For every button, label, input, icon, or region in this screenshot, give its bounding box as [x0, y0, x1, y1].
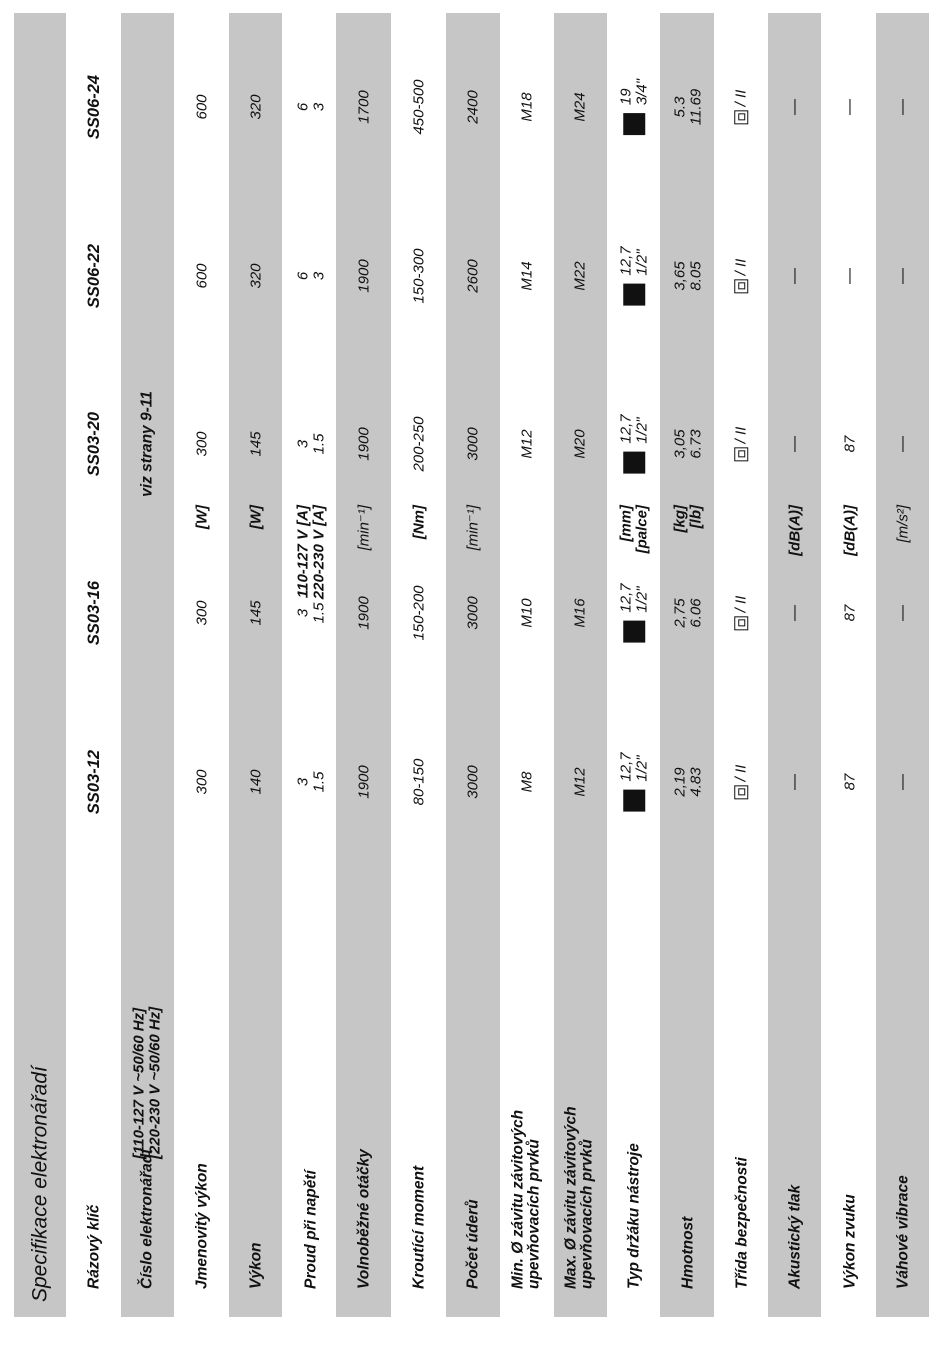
row-value: viz strany 9-11 [138, 391, 156, 497]
row-value: 12,7 1/2" [618, 583, 650, 642]
header-label: Rázový klíč [85, 1204, 103, 1289]
double-insulation-icon [734, 785, 748, 799]
row-value: 5.3 11.69 [671, 88, 704, 126]
row-label: Min. Ø závitu závitových upevňovacích prvků [509, 1109, 543, 1289]
row-value: 145 [247, 431, 265, 457]
row-value: 2,19 4.83 [671, 767, 704, 797]
row-unit: [dB(A)] [786, 505, 804, 556]
row-value: — [894, 99, 911, 115]
row-band-otacky [336, 13, 391, 1317]
row-band-udery [446, 13, 500, 1317]
row-band-vibrace [876, 13, 929, 1317]
row-value: — [894, 605, 911, 621]
row-value: 150-200 [410, 585, 428, 641]
row-value: — [894, 774, 911, 790]
row-value: 1900 [355, 596, 373, 630]
row-label: Výkon [247, 1242, 265, 1289]
row-value: 450-500 [410, 79, 428, 135]
page-title: Specifikace elektronářadí [28, 1066, 52, 1302]
row-value: M16 [571, 598, 589, 628]
row-value: 320 [247, 94, 265, 120]
row-band-hmotnost [660, 13, 714, 1317]
row-value: 600 [193, 94, 211, 120]
row-value: 150-300 [410, 248, 428, 304]
row-value: 145 [247, 600, 265, 626]
row-unit: [W] [247, 505, 265, 530]
row-value: / II [733, 259, 751, 294]
row-value: M10 [518, 598, 536, 628]
row-value: 300 [193, 431, 211, 457]
row-value: 140 [247, 769, 265, 795]
row-label: Typ držáku nástroje [625, 1143, 643, 1289]
row-value: 2,75 6.06 [671, 598, 704, 628]
row-value: 300 [193, 600, 211, 626]
row-unit: [kg] [lb] [671, 505, 704, 533]
row-label: Volnoběžné otáčky [355, 1149, 373, 1289]
row-value: 3 1.5 [294, 602, 327, 624]
row-value: 3000 [464, 596, 482, 630]
row-value: 12,7 1/2" [618, 752, 650, 811]
model-header: SS06-24 [84, 74, 103, 140]
square-drive-icon [623, 113, 645, 135]
row-value: 3,65 8.05 [671, 261, 704, 291]
model-header: SS03-20 [84, 411, 103, 477]
row-label: Výkon zvuku [841, 1194, 859, 1289]
row-value: 6 3 [294, 271, 327, 281]
row-value: / II [733, 596, 751, 631]
row-value: 2400 [464, 90, 482, 124]
row-unit: [min⁻¹] [464, 505, 482, 551]
row-value: M14 [518, 261, 536, 291]
row-value: M22 [571, 261, 589, 291]
row-value: M8 [518, 771, 536, 793]
row-value: 1900 [355, 427, 373, 461]
double-insulation-icon [734, 279, 748, 293]
row-label: Proud při napětí [302, 1170, 320, 1289]
square-drive-icon [623, 790, 645, 812]
row-value: 12,7 1/2" [618, 246, 650, 305]
row-value: M24 [571, 92, 589, 122]
row-value: 12,7 1/2" [618, 414, 650, 473]
row-value: / II [733, 765, 751, 800]
row-unit: [min⁻¹] [355, 505, 373, 551]
row-label: Číslo elektronářadí [138, 1149, 156, 1289]
row-value: 300 [193, 769, 211, 795]
row-band-vykon [229, 13, 282, 1317]
row-unit: [Nm] [410, 505, 428, 540]
row-value: 320 [247, 263, 265, 289]
row-value: 200-250 [410, 416, 428, 472]
row-value: 2600 [464, 259, 482, 293]
row-value: 87 [841, 435, 859, 453]
square-drive-icon [623, 284, 645, 306]
row-value: — [786, 436, 803, 452]
square-drive-icon [623, 452, 645, 474]
row-label: Jmenovitý výkon [193, 1163, 211, 1289]
row-value: 3,05 6.73 [671, 429, 704, 459]
row-label: Třída bezpečnosti [733, 1157, 751, 1289]
row-value: M18 [518, 92, 536, 122]
row-band-tlak [768, 13, 821, 1317]
row-value: M12 [518, 429, 536, 459]
row-value: — [894, 268, 911, 284]
square-drive-icon [623, 621, 645, 643]
row-label: Akustický tlak [786, 1184, 804, 1289]
row-value: M12 [571, 767, 589, 797]
double-insulation-icon [734, 447, 748, 461]
row-unit: [W] [193, 505, 211, 530]
row-value: 87 [841, 604, 859, 622]
model-header: SS06-22 [84, 243, 103, 309]
row-label: Počet úderů [464, 1199, 482, 1289]
double-insulation-icon [734, 110, 748, 124]
row-value: 19 3/4" [618, 79, 650, 135]
row-unit: [110-127 V ~50/60 Hz] [220-230 V ~50/60 Hz] [130, 1006, 163, 1159]
row-label: Kroutící moment [410, 1165, 428, 1289]
double-insulation-icon [734, 616, 748, 630]
row-value: 3 1.5 [294, 771, 327, 793]
row-value: / II [733, 427, 751, 462]
row-value: — [894, 436, 911, 452]
row-value: — [786, 605, 803, 621]
row-value: 87 [841, 773, 859, 791]
row-value: 1900 [355, 259, 373, 293]
row-value: 1700 [355, 90, 373, 124]
row-value: — [786, 774, 803, 790]
row-value: 3 1.5 [294, 433, 327, 455]
row-value: / II [733, 90, 751, 125]
row-value: — [841, 268, 858, 284]
model-header: SS03-16 [84, 580, 103, 646]
row-label: Váhové vibrace [894, 1175, 912, 1289]
row-value: — [786, 268, 803, 284]
row-value: — [841, 99, 858, 115]
model-header: SS03-12 [84, 749, 103, 815]
row-label: Max. Ø závitu závitových upevňovacích prvků [562, 1106, 596, 1289]
row-value: M20 [571, 429, 589, 459]
row-value: 3000 [464, 765, 482, 799]
row-label: Hmotnost [679, 1216, 697, 1289]
row-value: 600 [193, 263, 211, 289]
row-value: 80-150 [410, 758, 428, 806]
row-unit: 110-127 V [A] 220-230 V [A] [294, 505, 327, 600]
row-unit: [mm] [palce] [617, 505, 650, 554]
row-value: 3000 [464, 427, 482, 461]
row-unit: [dB(A)] [841, 505, 859, 556]
row-value: 6 3 [294, 102, 327, 112]
row-value: 1900 [355, 765, 373, 799]
row-unit: [m/s²] [894, 505, 912, 543]
row-value: — [786, 99, 803, 115]
